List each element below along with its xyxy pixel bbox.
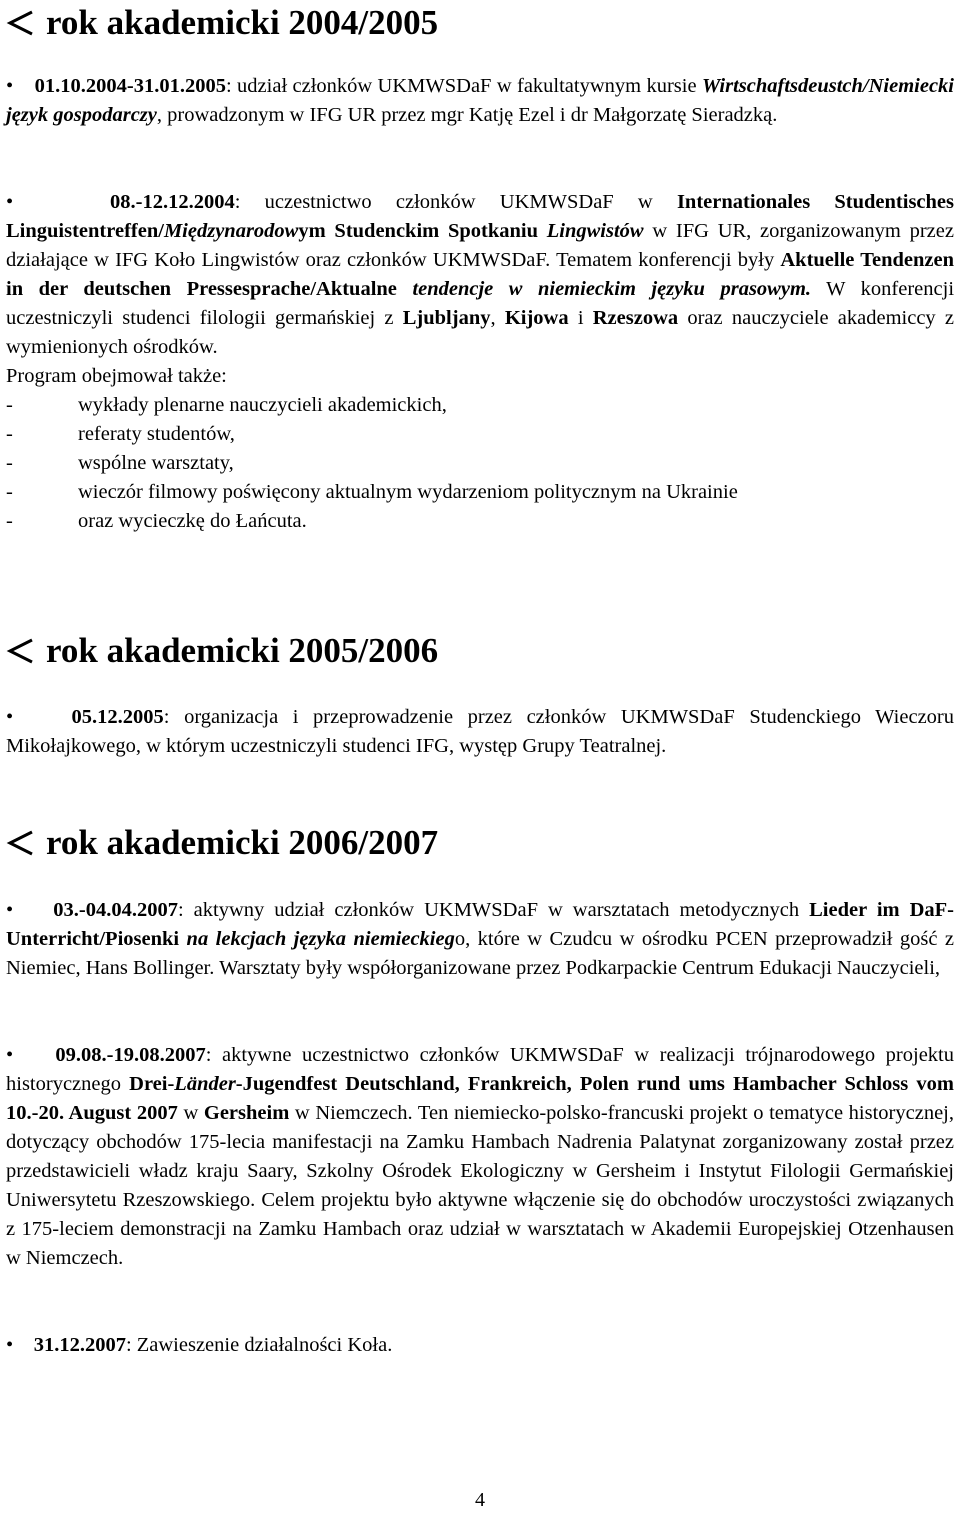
list-item: - wykłady plenarne nauczycieli akademickich,	[6, 394, 447, 416]
page-number: 4	[475, 1489, 485, 1511]
section-heading: rok akademicki 2004/2005	[6, 2, 438, 44]
entry-2004-conference: • 08.-12.12.2004: uczestnictwo członków UKMWSDaF w Internationales Studentisches Linguistentreffen/Międzynarodowym Studenckim Spotkaniu Lingwistów w IFG UR, zorganizowanym przez działające w IFG Koło Lingwistów oraz członków UKMWSDaF. Tematem konferencji były Aktuelle Tendenzen in der deutschen Pressesprache/Aktualne tendencje w niemieckim języku prasowym. W konferencji uczestniczyli studenci filologii germańskiej z Ljubljany, Kijowa i Rzeszowa oraz nauczyciele akademiccy z wymienionych ośrodków. Program obejmował także: - wykłady plenarne nauczycieli akademickich, - referaty studentów, - wspólne warsztaty, - wieczór filmowy poświęcony aktualnym wydarzeniom politycznym na Ukrainie - oraz wycieczkę do Łańcuta.	[6, 188, 954, 536]
entry-2004-course: • 01.10.2004-31.01.2005: udział członków UKMWSDaF w fakultatywnym kursie Wirtschaftsdeustch/Niemiecki język gospodarczy, prowadzonym w IFG UR przez mgr Katję Ezel i dr Małgorzatę Sieradzką.	[6, 75, 955, 126]
section-heading: rok akademicki 2006/2007	[6, 822, 438, 864]
list-item: - referaty studentów,	[6, 423, 235, 445]
bullet: •	[6, 1044, 14, 1066]
bullet: •	[6, 191, 14, 213]
arrow-left-icon	[6, 8, 46, 38]
bullet: •	[6, 899, 14, 921]
bullet: •	[6, 706, 14, 728]
bullet: •	[6, 75, 14, 97]
list-item: - oraz wycieczkę do Łańcuta.	[6, 510, 307, 532]
entry-2005-evening: • 05.12.2005: organizacja i przeprowadzenie przez członków UKMWSDaF Studenckiego Wieczoru Mikołajkowego, w którym uczestniczyli studenci IFG, występ Grupy Teatralnej.	[6, 706, 955, 757]
program-intro: Program obejmował także:	[6, 365, 227, 387]
entry-2007-suspension: • 31.12.2007: Zawieszenie działalności Koła.	[6, 1334, 393, 1356]
bullet: •	[6, 1334, 14, 1356]
list-item: - wieczór filmowy poświęcony aktualnym wydarzeniom politycznym na Ukrainie	[6, 481, 738, 503]
arrow-left-icon	[6, 828, 46, 858]
entry-2007-project: • 09.08.-19.08.2007: aktywne uczestnictwo członków UKMWSDaF w realizacji trójnarodowego projektu historycznego Drei-Länder-Jugendfest Deutschland, Frankreich, Polen rund ums Hambacher Schloss vom 10.-20. August 2007 w Gersheim w Niemczech. Ten niemiecko-polsko-francuski projekt o tematyce historycznej, dotyczący obchodów 175-lecia manifestacji na Zamku Hambach Nadrenia Palatynat zorganizowany został przez przedstawicieli władz kraju Saary, Szkolny Ośrodek Ekologiczny w Gersheim i Instytut Filologii Germańskiej Uniwersytetu Rzeszowskiego. Celem projektu było aktywne włączenie się do obchodów uroczystości związanych z 175-leciem demonstracji na Zamku Hambach oraz udział w warsztatach w Akademii Europejskiej Otzenhausen w Niemczech.	[6, 1044, 954, 1269]
list-item: - wspólne warsztaty,	[6, 452, 234, 474]
program-list	[6, 391, 954, 536]
arrow-left-icon	[6, 636, 46, 666]
entry-2007-workshop: • 03.-04.04.2007: aktywny udział członków UKMWSDaF w warsztatach metodycznych Lieder im DaF-Unterricht/Piosenki na lekcjach języka niemieckiego, które w Czudcu w ośrodku PCEN przeprowadził gość z Niemiec, Hans Bollinger. Warsztaty były współorganizowane przez Podkarpackie Centrum Edukacji Nauczycieli,	[6, 899, 955, 979]
section-heading: rok akademicki 2005/2006	[6, 630, 438, 672]
